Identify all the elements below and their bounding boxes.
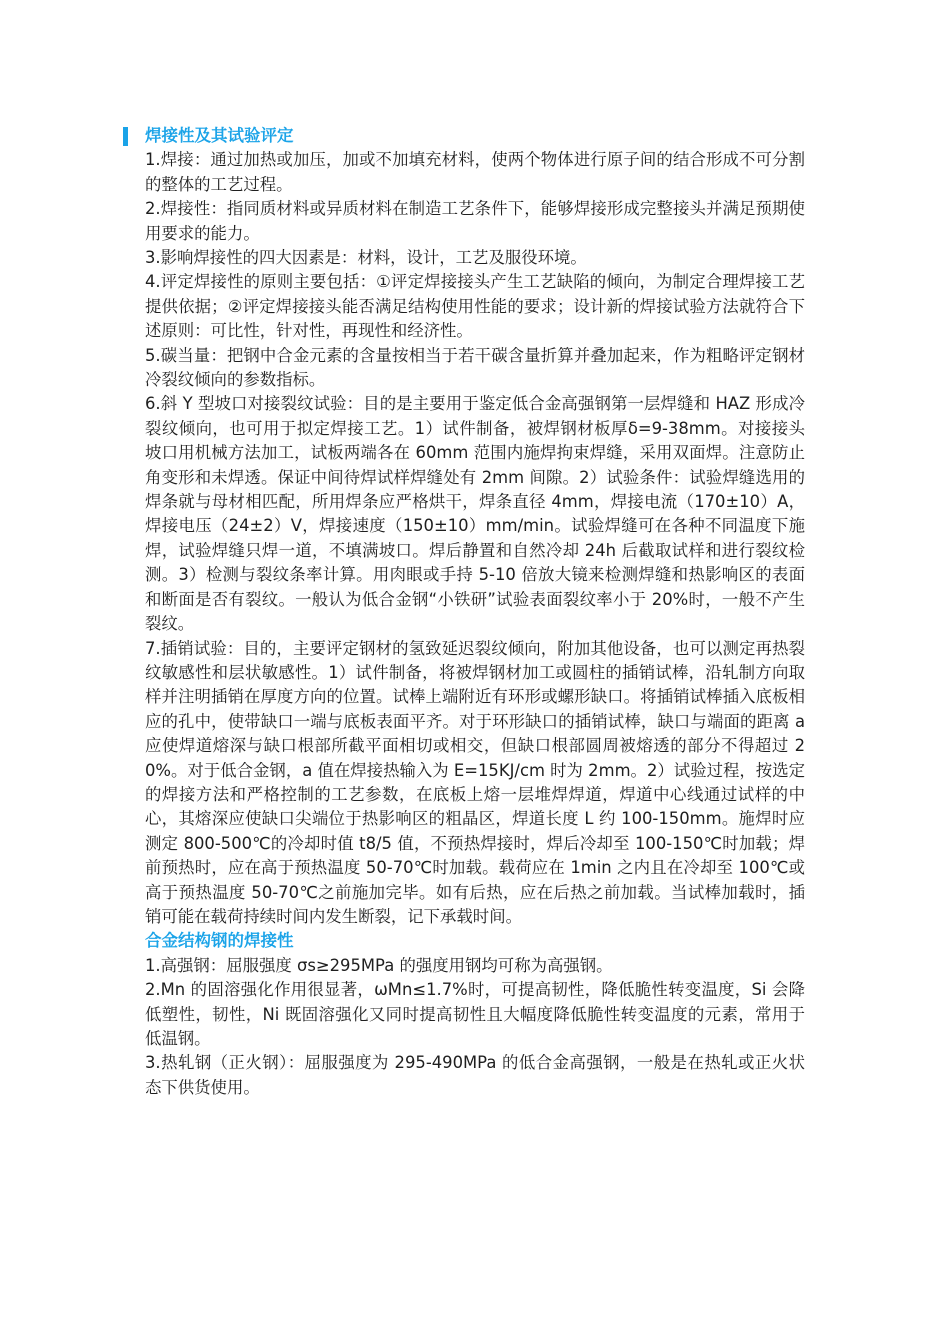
section-heading-text: 合金结构钢的焊接性: [145, 931, 294, 951]
paragraph-welding-definition: 1.焊接：通过加热或加压，加或不加填充材料，使两个物体进行原子间的结合形成不可分割的整体的工艺过程。: [145, 150, 805, 194]
paragraph-implant-test: 7.插销试验：目的，主要评定钢材的氢致延迟裂纹倾向，附加其他设备，也可以测定再热裂纹敏感性和层状敏感性。1）试件制备，将被焊钢材加工或圆柱的插销试棒，沿轧制方向取样并注明插销在厚度方向的位置。试棒上端附近有环形或螺形缺口。将插销试棒插入底板相应的孔中，使带缺口一端与底板表面平齐。对于环形缺口的插销试棒，缺口与端面的距离 a 应使焊道熔深与缺口根部所截平面相切或相交，但缺口根部圆周被熔透的部分不得超过 20%。对于低合金钢，a 值在焊接热输入为 E=15KJ/cm 时为 2mm。2）试验过程，按选定的焊接方法和严格控制的工艺参数，在底板上熔一层堆焊焊道，焊道中心线通过试样的中心，其熔深应使缺口尖端位于热影响区的粗晶区，焊道长度 L 约 100-150mm。施焊时应测定 800-500℃的冷却时值 t8/5 值，不预热焊接时，焊后冷却至 100-150℃时加载；焊前预热时，应在高于预热温度 50-70℃时加载。载荷应在 1min 之内且在冷却至 100℃或高于预热温度 50-70℃之前施加完毕。如有后热，应在后热之前加载。当试棒加载时，插销可能在载荷持续时间内发生断裂，记下承载时间。: [145, 638, 811, 926]
document-content: [145, 124, 811, 1100]
paragraph-carbon-equivalent: 5.碳当量：把钢中合金元素的含量按相当于若干碳含量折算并叠加起来，作为粗略评定钢材冷裂纹倾向的参数指标。: [145, 345, 805, 390]
paragraph-y-groove-test: 6.斜 Y 型坡口对接裂纹试验：目的是主要用于鉴定低合金高强钢第一层焊缝和 HAZ 形成冷裂纹倾向，也可用于拟定焊接工艺。1）试件制备，被焊钢材板厚δ=9-38mm。对接接头坡口用机械方法加工，试板两端各在 60mm 范围内施焊拘束焊缝，采用双面焊。注意防止角变形和未焊透。保证中间待焊试样焊缝处有 2mm 间隙。2）试验条件：试验焊缝选用的焊条就与母材相匹配，所用焊条应严格烘干，焊条直径 4mm，焊接电流（170±10）A，焊接电压（24±2）V，焊接速度（150±10）mm/min。试验焊缝可在各种不同温度下施焊，试验焊缝只焊一道，不填满坡口。焊后静置和自然冷却 24h 后截取试样和进行裂纹检测。3）检测与裂纹条率计算。用肉眼或手持 5-10 倍放大镜来检测焊缝和热影响区的表面和断面是否有裂纹。一般认为低合金钢“小铁研”试验表面裂纹率小于 20%时，一般不产生裂纹。: [145, 394, 805, 634]
paragraph-alloy-elements: 2.Mn 的固溶强化作用很显著，ωMn≤1.7%时，可提高韧性，降低脆性转变温度，Si 会降低塑性，韧性，Ni 既固溶强化又同时提高韧性且大幅度降低脆性转变温度的元素，常用于低温钢。: [145, 980, 805, 1048]
paragraph-high-strength-steel: 1.高强钢：屈服强度 σs≥295MPa 的强度用钢均可称为高强钢。: [145, 955, 613, 975]
heading-accent-bar: [123, 127, 128, 146]
paragraph-weldability-definition: 2.焊接性：指同质材料或异质材料在制造工艺条件下，能够焊接形成完整接头并满足预期使用要求的能力。: [145, 199, 805, 243]
paragraph-four-factors: 3.影响焊接性的四大因素是：材料，设计，工艺及服役环境。: [145, 248, 587, 268]
section-heading-weldability-testing: [145, 124, 805, 148]
section-heading-alloy-steel: [145, 929, 805, 953]
paragraph-evaluation-principles: 4.评定焊接性的原则主要包括：①评定焊接接头产生工艺缺陷的倾向，为制定合理焊接工艺提供依据；②评定焊接接头能否满足结构使用性能的要求；设计新的焊接试验方法就符合下述原则：可比性，针对性，再现性和经济性。: [145, 272, 805, 341]
paragraph-hot-rolled-steel: 3.热轧钢（正火钢）：屈服强度为 295-490MPa 的低合金高强钢，一般是在热轧或正火状态下供货使用。: [145, 1053, 805, 1097]
section-heading-text: 焊接性及其试验评定: [145, 126, 294, 145]
